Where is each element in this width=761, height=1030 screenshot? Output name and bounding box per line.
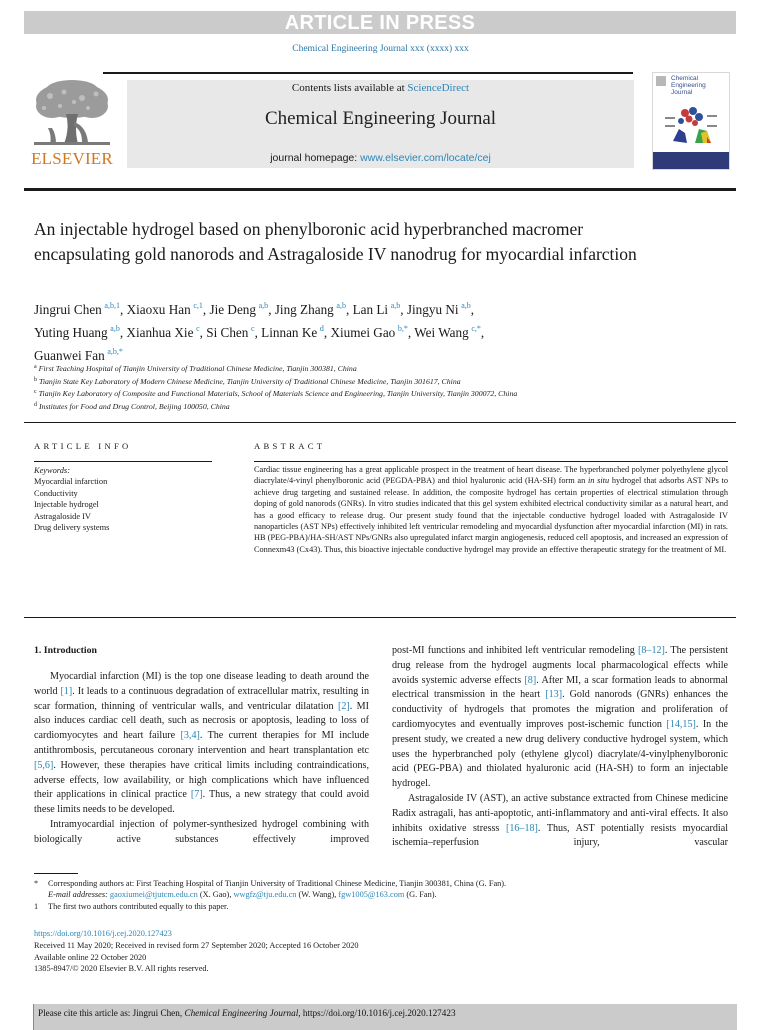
citation-ref[interactable]: [8–12]: [637, 645, 665, 656]
body-text: post-MI functions and inhibited left ventricular remodeling: [392, 645, 638, 656]
citation-ref[interactable]: [13]: [545, 689, 563, 701]
author-affiliation-marks[interactable]: a,b: [461, 301, 471, 310]
author-name: Yuting Huang: [34, 325, 108, 340]
abstract-part: Cardiac tissue engineering has a great applicable prospect in the treatment of heart disease. The hyperbranched polymer polyethylene glycol diacrylate/4-vinyl phenylboronic acid (PEGDA-PBA) and thiol hyaluronic acid (HA-SH) form an: [254, 465, 728, 486]
footnote-marker: 1: [34, 901, 39, 911]
author-affiliation-marks[interactable]: a,b: [110, 324, 120, 333]
cite-journal: Chemical Engineering Journal: [184, 1008, 299, 1018]
author-affiliation-marks[interactable]: a,b: [336, 301, 346, 310]
footnote-rule: [34, 873, 78, 874]
body-text: . It leads to a continuous degradation of extracellular matrix, resulting in scar formation, thinning of ventricular walls, and ventricular dilatation: [34, 685, 369, 712]
journal-masthead: [127, 80, 634, 168]
available-online: Available online 22 October 2020: [34, 952, 147, 962]
email-owner: (G. Fan).: [404, 890, 437, 900]
email-owner: (W. Wang),: [296, 890, 339, 900]
author-name: Xiumei Gao: [330, 325, 396, 340]
affiliation-text: Institutes for Food and Drug Control, Beijing 100050, China: [38, 401, 230, 411]
body-text: . Thus, AST potentially resists myocardial ischemia–reperfusion injury, vascular: [392, 822, 728, 849]
received-dates: Received 11 May 2020; Received in revised form 27 September 2020; Accepted 16 October 2020: [34, 940, 359, 950]
contents-prefix: Contents lists available at: [291, 82, 408, 94]
body-text: . After MI, a scar formation leads to abnormal electrical transmission in the heart: [392, 674, 728, 701]
affiliation-text: Tianjin Key Laboratory of Composite and Functional Materials, School of Materials Science and Engineering, Tianjin University, Tianjin 300072, China: [38, 389, 518, 398]
keyword: Injectable hydrogel: [34, 500, 99, 510]
keywords-block: [34, 465, 109, 533]
citation-ref[interactable]: [8]: [524, 674, 537, 686]
author-affiliation-marks[interactable]: d: [319, 324, 324, 333]
author-affiliation-marks[interactable]: a,b: [258, 301, 269, 310]
citation-ref[interactable]: [5,6]: [34, 759, 54, 771]
journal-cover-thumbnail[interactable]: [652, 72, 730, 170]
keyword: Drug delivery systems: [34, 523, 110, 533]
body-text: Myocardial infarction (MI) is the top one disease leading to death around the world: [34, 671, 369, 697]
body-paragraph: [392, 644, 728, 792]
author: [126, 325, 199, 340]
article-info-heading: ARTICLE INFO: [34, 441, 132, 451]
author-affiliation-marks[interactable]: a,b,*: [107, 347, 123, 356]
email-label: E-mail addresses:: [48, 890, 108, 900]
footnote-marker: *: [34, 879, 39, 888]
footnotes: [34, 878, 724, 912]
author-list: Jingrui Chen $^{a,b,1}$, Xiaoxu Han $^{c,1}$, Jie Deng $^{a,b}$, Jing Zhang $^{a,b}$, Lan Li $^{a,b}$, Jingyu Ni $^{a,b}$, Yuting Huang $^{a,b}$, Xianhua Xie $^c$, Si Chen $^c$, Linnan Ke $^d$, Xiumei Gao $^{b,*}$, Wei Wang $^{c,*}$, Guanwei Fan $^{a,b,*}$: [34, 301, 485, 363]
article-info-rule: [34, 461, 212, 462]
body-text: Astragaloside IV (AST), an active substance extracted from Chinese medicine Radix astragali, has anti-apoptotic, anti-inflammatory and anti-viral effects. It also inhibits oxidative stresss: [392, 792, 728, 834]
author-affiliation-marks[interactable]: c: [196, 324, 200, 333]
cite-prefix: Please cite this article as: Jingrui Chen,: [38, 1008, 185, 1018]
author: [206, 325, 254, 340]
copyright: 1385-8947/© 2020 Elsevier B.V. All rights reserved.: [34, 964, 209, 974]
contents-line: [127, 82, 634, 94]
corresponding-author-note: [34, 878, 724, 889]
cover-title: Chemical Engineering Journal: [671, 75, 706, 96]
keywords-label: Keywords:: [34, 466, 70, 475]
body-column-right: [392, 644, 728, 851]
cover-elsevier-mark-icon: [656, 76, 666, 86]
citation-bar: [33, 1004, 737, 1030]
author-name: Wei Wang: [414, 325, 469, 340]
masthead-bottom-rule: [24, 188, 736, 191]
abstract-text: [254, 464, 728, 555]
citation-ref[interactable]: [16–18]: [505, 822, 538, 834]
author-affiliation-marks[interactable]: a,b,1: [104, 301, 120, 310]
abstract-heading: ABSTRACT: [254, 441, 326, 451]
author-affiliation-marks[interactable]: b,*: [397, 324, 408, 333]
author: [353, 302, 401, 317]
cover-band: [653, 152, 729, 169]
author-name: Jingyu Ni: [406, 302, 459, 317]
citation-ref[interactable]: [3,4]: [180, 730, 200, 742]
author-affiliation-marks[interactable]: c,1: [193, 301, 203, 310]
homepage-prefix: journal homepage:: [270, 152, 361, 164]
journal-homepage-link[interactable]: www.elsevier.com/locate/cej: [360, 152, 491, 164]
affiliation: [34, 400, 674, 413]
author-name: Jingrui Chen: [34, 302, 102, 317]
citation-text: [38, 1008, 456, 1018]
sciencedirect-link[interactable]: ScienceDirect: [407, 82, 470, 94]
author: [275, 302, 346, 317]
author: [414, 325, 481, 340]
author-name: Lan Li: [352, 302, 389, 317]
author: [407, 302, 471, 317]
affiliation-text: Tianjin State Key Laboratory of Modern Chinese Medicine, Tianjin University of Traditional Chinese Medicine, Tianjin 301617, China: [38, 376, 461, 386]
body-text: . MI also induces cardiac cell death, such as necrosis or apoptosis, leading to loss of cardiomyocytes and heart failure: [34, 700, 369, 742]
author: [261, 325, 324, 340]
abstract-italic: in situ: [587, 476, 610, 486]
email-owner: (X. Gao),: [197, 890, 234, 900]
author-name: Jing Zhang: [274, 302, 334, 317]
body-paragraph: [34, 818, 369, 848]
homepage-line: [127, 152, 634, 164]
author: [209, 302, 268, 317]
affiliation-mark: a: [34, 364, 37, 370]
running-head[interactable]: Chemical Engineering Journal xxx (xxxx) xxx: [292, 44, 469, 54]
affiliation-mark: c: [34, 389, 37, 395]
author-affiliation-marks[interactable]: c,*: [471, 324, 481, 333]
author: [34, 302, 120, 317]
author-name: Guanwei Fan: [34, 348, 105, 363]
email-link[interactable]: gaoxiumei@tjutcm.edu.cn: [109, 890, 198, 900]
article-in-press-banner: ARTICLE IN PRESS: [24, 11, 736, 34]
author: [127, 302, 203, 317]
email-list: [110, 890, 437, 899]
body-text: . Thus, a new strategy that could avoid these limits needs to be developed.: [34, 789, 370, 816]
article-title: An injectable hydrogel based on phenylboronic acid hyperbranched macromer encapsulating gold nanorods and Astragaloside IV nanodrug for myocardial infarction: [34, 219, 637, 264]
author: [34, 348, 123, 363]
masthead-top-rule: [103, 72, 633, 74]
author-name: Si Chen: [206, 325, 249, 340]
author: [34, 325, 120, 340]
author: [330, 325, 407, 340]
body-text: . The current therapies for MI include antithrombosis, percutaneous coronary intervention and heart transplantation etc: [34, 730, 369, 756]
cite-suffix: , https://doi.org/10.1016/j.cej.2020.127423: [298, 1008, 456, 1018]
abstract-rule: [254, 461, 728, 462]
citation-ref[interactable]: [14,15]: [666, 718, 696, 730]
elsevier-tree-icon: [30, 78, 114, 150]
publication-info: [34, 928, 359, 975]
affiliation: [34, 375, 674, 388]
keyword: Astragaloside IV: [34, 511, 91, 521]
email-note: [34, 889, 724, 900]
abstract-bottom-rule: [24, 617, 736, 618]
section-heading-introduction: 1. Introduction: [34, 645, 97, 656]
affiliation-text: First Teaching Hospital of Tianjin University of Traditional Chinese Medicine, Tianjin 300381, China: [38, 364, 357, 373]
body-column-left: [34, 670, 369, 848]
abstract-part: hydrogel that adsorbs AST NPs to achieve drug targeting and sustained release. In addition, the composite hydrogel has certain properties of electrical stimulation through doping of gold nanorods (GNRs). In vitro studies indicated that this gel system exhibited electrical conductivity similar as a natural heart, and has a good efficacy to release drug. Our present study found that the injectable conductive hydrogel loaded with Astragaloside IV nanoparticles (AST NPs) effectively inhibited left ventricular remodeling and myocardial dysfunction after myocardial infarction (MI) in rats. HB (PEG-PBA)/HA-SH/AST NPs/GNRs also upregulated infarct margin angiogenesis, reduced cell apoptosis, and increased an expression of Connexm43 (Cx43). Thus, this bioactive injectable conductive hydrogel may provide an effective therapeutic strategy for the treatment of MI.: [254, 476, 729, 554]
body-text: . Gold nanorods (GNRs) enhances the conductivity of hydrogels that promotes the migration and proliferation of cardiomyocytes and eventually improves post-ischemic function: [392, 689, 728, 730]
elsevier-wordmark: ELSEVIER: [31, 149, 113, 168]
corresponding-text: Corresponding authors at: First Teaching Hospital of Tianjin University of Traditional Chinese Medicine, Tianjin 300381, China (G. Fan).: [48, 879, 507, 888]
email-link[interactable]: wwgfz@tju.edu.cn: [233, 890, 297, 900]
affiliation-list: [34, 362, 674, 412]
email-link[interactable]: fgw1005@163.com: [338, 890, 405, 900]
citation-ref[interactable]: [1]: [60, 685, 73, 697]
journal-title: Chemical Engineering Journal: [264, 108, 497, 129]
affiliation-rule: [24, 422, 736, 423]
citation-ref[interactable]: [7]: [190, 789, 203, 801]
author-name: Jie Deng: [209, 302, 256, 317]
author-name: Linnan Ke: [261, 325, 318, 340]
affiliation: [34, 362, 674, 375]
affiliation: [34, 387, 674, 400]
author-affiliation-marks[interactable]: a,b: [390, 301, 401, 310]
author-name: Xiaoxu Han: [126, 302, 191, 317]
affiliation-mark: d: [34, 401, 37, 408]
citation-ref[interactable]: [2]: [337, 700, 350, 712]
doi-link[interactable]: https://doi.org/10.1016/j.cej.2020.127423: [34, 929, 172, 938]
elsevier-logo[interactable]: [30, 78, 114, 170]
body-text: Intramyocardial injection of polymer-synthesized hydrogel combining with biologically active substances effectively improved: [34, 818, 369, 845]
author-name: Xianhua Xie: [126, 325, 194, 340]
body-text: . The persistent drug release from the hydrogel augments local pharmacological effects while avoids systemic adverse effects: [392, 645, 728, 686]
body-paragraph: [34, 670, 369, 818]
cover-graphic-icon: [663, 103, 719, 147]
author-affiliation-marks[interactable]: c: [251, 324, 255, 333]
body-text: . However, these therapies have critical limits including contraindications, adverse effects, low availability, or high complications which have influenced their applications in clinical practice: [34, 759, 369, 801]
equal-contribution-note: [34, 901, 724, 912]
body-text: . In the present study, we created a new drug delivery conductive hydrogel system, which uses the hyperbranched poly (ethylene glycol) diacrylate/4-vinylphenylboronic acid (PEG-PBA) and thiolated hyaluronic acid (HA-SH) to form an injectable hydrogel.: [392, 718, 728, 790]
body-paragraph: [392, 792, 728, 851]
keyword: Conductivity: [34, 488, 78, 498]
keyword: Myocardial infarction: [34, 477, 108, 487]
equal-text: The first two authors contributed equally to this paper.: [48, 901, 229, 911]
affiliation-mark: b: [34, 376, 37, 383]
